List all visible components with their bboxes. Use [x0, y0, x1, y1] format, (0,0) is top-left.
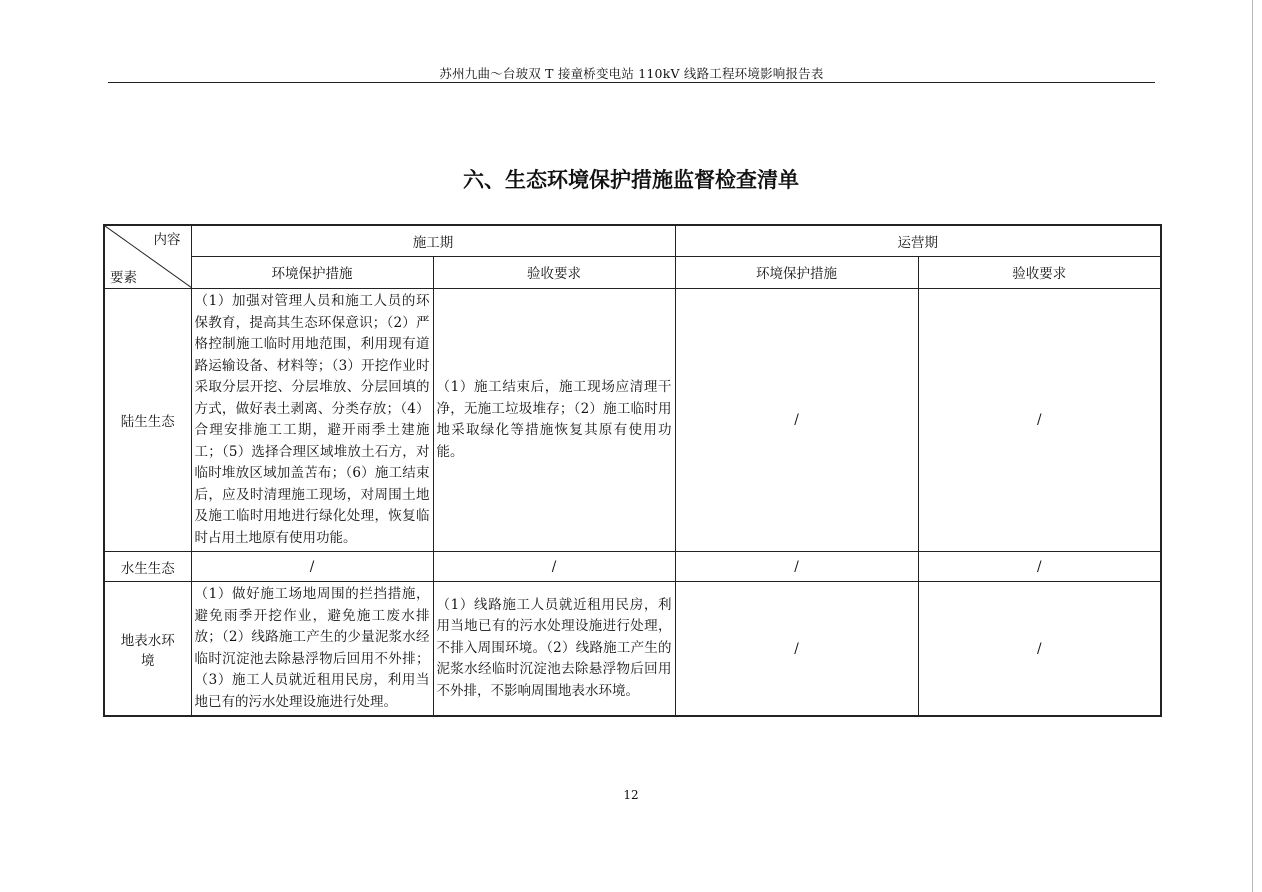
construction-measure-header: 环境保护措施: [191, 256, 433, 288]
element-cell: 地表水环境: [104, 582, 191, 717]
construction-measure-cell: /: [191, 552, 433, 582]
construction-acceptance-text: （1）线路施工人员就近租用民房，利用当地已有的污水处理设施进行处理，不排入周围环境。（2）线路施工产生的泥浆水经临时沉淀池去除悬浮物后回用不外排，不影响周围地表水环境。: [436, 596, 672, 699]
construction-measure-text: （1）做好施工场地周围的拦挡措施，避免雨季开挖作业，避免施工废水排放；（2）线路施工产生的少量泥浆水经临时沉淀池去除悬浮物后回用不外排；（3）施工人员就近租用民房，利用当地已有的污水处理设施进行处理。: [194, 586, 430, 710]
construction-measure-cell: [191, 582, 433, 717]
operation-acceptance-cell: /: [918, 582, 1161, 717]
operation-measure-cell: /: [675, 582, 918, 717]
corner-header-cell: [104, 225, 191, 289]
element-cell: 陆生生态: [104, 289, 191, 552]
table-subheader-row: [104, 256, 1161, 288]
operation-acceptance-cell: /: [918, 289, 1161, 552]
operation-measure-cell: /: [675, 552, 918, 582]
construction-measure-text: （1）加强对管理人员和施工人员的环保教育，提高其生态环保意识；（2）严格控制施工临时用地范围，利用现有道路运输设备、材料等；（3）开挖作业时采取分层开挖、分层堆放、分层回填的方式，做好表土剥离、分类存放；（4）合理安排施工工期，避开雨季土建施工；（5）选择合理区域堆放土石方，对临时堆放区域加盖苫布；（6）施工结束后，应及时清理施工现场，对周围土地及施工临时用地进行绿化处理，恢复临时占用土地原有使用功能。: [194, 293, 430, 546]
table-header-row: [104, 225, 1161, 256]
page-header: 苏州九曲～台玻双 T 接童桥变电站 110kV 线路工程环境影响报告表: [439, 66, 824, 81]
table-row: [104, 289, 1161, 552]
page-number: 12: [623, 788, 639, 802]
operation-acceptance-cell: /: [918, 552, 1161, 582]
operation-measure-cell: /: [675, 289, 918, 552]
construction-acceptance-cell: [433, 582, 675, 717]
construction-acceptance-cell: /: [433, 552, 675, 582]
construction-acceptance-header: 验收要求: [433, 256, 675, 288]
page-edge-line: [1252, 0, 1253, 892]
operation-measure-header: 环境保护措施: [675, 256, 918, 288]
section-title: 六、生态环境保护措施监督检查清单: [463, 168, 799, 192]
checklist-table: [103, 224, 1162, 717]
construction-acceptance-cell: [433, 289, 675, 552]
table-row: [104, 552, 1161, 582]
element-cell: 水生生态: [104, 552, 191, 582]
construction-period-header: 施工期: [191, 225, 675, 256]
operation-acceptance-header: 验收要求: [918, 256, 1161, 288]
construction-measure-cell: [191, 289, 433, 552]
operation-period-header: 运营期: [675, 225, 1161, 256]
header-rule: [108, 82, 1155, 83]
construction-acceptance-text: （1）施工结束后，施工现场应清理干净，无施工垃圾堆存；（2）施工临时用地采取绿化等措施恢复其原有使用功能。: [436, 379, 672, 460]
table-row: [104, 582, 1161, 717]
corner-content-label: 内容: [153, 232, 181, 248]
corner-element-label: 要素: [110, 270, 137, 286]
